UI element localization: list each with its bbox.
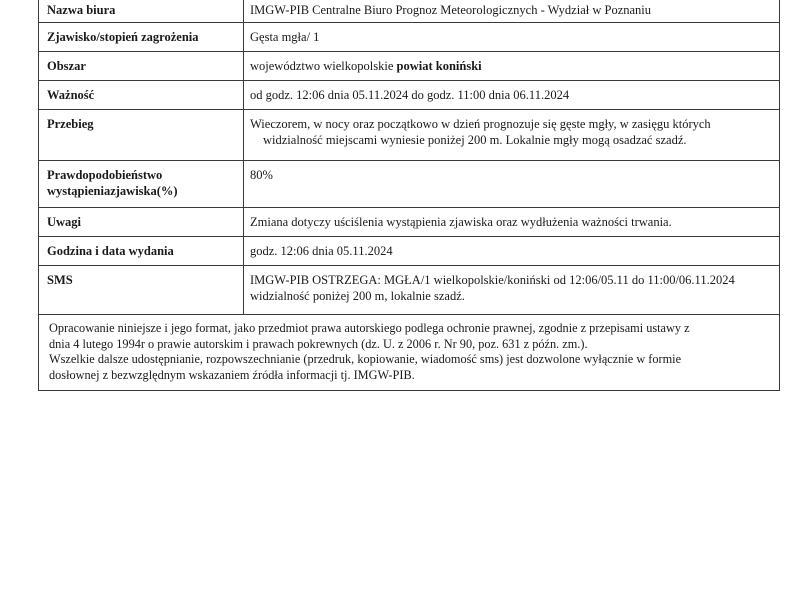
table-row xyxy=(39,161,780,208)
table-row xyxy=(39,0,780,23)
row-label-przebieg: Przebieg xyxy=(39,110,244,161)
row-value-nazwa-biura: IMGW-PIB Centralne Biuro Prognoz Meteorologicznych - Wydział w Poznaniu xyxy=(244,0,780,23)
sms-line-2: widzialność poniżej 200 m, lokalnie szadź. xyxy=(250,289,465,303)
prawd-label-line-2: wystąpieniazjawiska(%) xyxy=(47,184,178,198)
table-row xyxy=(39,208,780,237)
row-label-sms: SMS xyxy=(39,266,244,315)
row-value-godzina: godz. 12:06 dnia 05.11.2024 xyxy=(244,237,780,266)
row-label-uwagi: Uwagi xyxy=(39,208,244,237)
row-label-obszar: Obszar xyxy=(39,52,244,81)
warning-table xyxy=(38,0,780,315)
row-value-obszar xyxy=(244,52,780,81)
notice-line-2: dnia 4 lutego 1994r o prawie autorskim i prawach pokrewnych (dz. U. z 2006 r. Nr 90, poz. 631 z późn. zm.). xyxy=(49,336,588,351)
obszar-prefix: województwo wielkopolskie xyxy=(250,59,397,73)
warning-document xyxy=(38,0,780,391)
row-value-uwagi: Zmiana dotyczy uściślenia wystąpienia zjawiska oraz wydłużenia ważności trwania. xyxy=(244,208,780,237)
row-label-godzina: Godzina i data wydania xyxy=(39,237,244,266)
prawd-label-line-1: Prawdopodobieństwo xyxy=(47,168,163,182)
sms-line-1: IMGW-PIB OSTRZEGA: MGŁA/1 wielkopolskie/koniński od 12:06/05.11 do 11:00/06.11.2024 xyxy=(250,273,735,287)
row-value-waznosc: od godz. 12:06 dnia 05.11.2024 do godz. 11:00 dnia 06.11.2024 xyxy=(244,81,780,110)
row-label-waznosc: Ważność xyxy=(39,81,244,110)
table-row xyxy=(39,23,780,52)
copyright-notice xyxy=(38,315,780,391)
notice-line-4: dosłownej z bezwzględnym wskazaniem źródła informacji tj. IMGW-PIB. xyxy=(49,367,415,382)
row-value-prawdopodobienstwo: 80% xyxy=(244,161,780,208)
row-value-sms xyxy=(244,266,780,315)
table-row xyxy=(39,266,780,315)
table-row xyxy=(39,52,780,81)
row-label-zjawisko: Zjawisko/stopień zagrożenia xyxy=(39,23,244,52)
obszar-powiat: powiat koniński xyxy=(396,59,482,73)
row-value-przebieg xyxy=(244,110,780,161)
row-label-prawdopodobienstwo xyxy=(39,161,244,208)
table-row xyxy=(39,110,780,161)
przebieg-line-1: Wieczorem, w nocy oraz początkowo w dzień prognozuje się gęste mgły, w zasięgu których xyxy=(250,117,711,131)
row-label-nazwa-biura: Nazwa biura xyxy=(39,0,244,23)
row-value-zjawisko: Gęsta mgła/ 1 xyxy=(244,23,780,52)
notice-line-3: Wszelkie dalsze udostępnianie, rozpowszechnianie (przedruk, kopiowanie, wiadomość sms) jest dozwolone wyłącznie w formie xyxy=(49,352,682,366)
przebieg-line-2: widzialność miejscami wyniesie poniżej 200 m. Lokalnie mgły mogą osadzać szadź. xyxy=(263,133,687,147)
notice-line-1: Opracowanie niniejsze i jego format, jako przedmiot prawa autorskiego podlega ochronie prawnej, zgodnie z przepisami ustawy z xyxy=(49,321,690,335)
table-row xyxy=(39,81,780,110)
table-row xyxy=(39,237,780,266)
